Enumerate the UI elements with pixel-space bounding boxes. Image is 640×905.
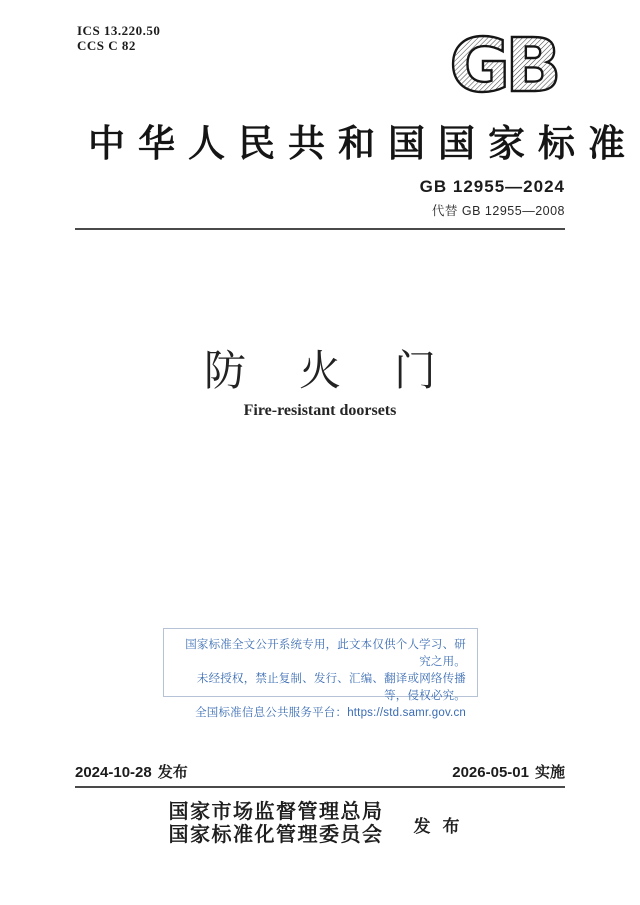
publish-label: 发布 <box>413 816 472 836</box>
standard-number: GB 12955—2024 <box>419 177 565 196</box>
gb-logo-text: GB <box>449 23 557 104</box>
notice-line-2: 未经授权，禁止复制、发行、汇编、翻译或网络传播等，侵权必究。 <box>196 673 466 702</box>
classification-codes <box>77 23 160 53</box>
national-standard-title: 中华人民共和国国家标准 <box>88 124 638 165</box>
replaces-note: 代替 GB 12955—2008 <box>431 204 565 218</box>
implementation-date-group <box>452 761 565 782</box>
issue-date: 2024-10-28 <box>75 764 152 781</box>
copyright-notice-box <box>163 628 478 719</box>
issue-date-group <box>75 761 188 782</box>
publisher-block <box>0 801 640 847</box>
notice-line-3 <box>175 705 466 722</box>
ics-code: ICS 13.220.50 <box>77 23 161 38</box>
dates-row <box>75 761 565 782</box>
ccs-code: CCS C 82 <box>77 38 136 53</box>
publisher-line-2: 国家标准化管理委员会 <box>168 824 384 846</box>
platform-url-link[interactable]: https://std.samr.gov.cn <box>347 707 466 719</box>
document-title-en: Fire-resistant doorsets <box>243 402 397 419</box>
implementation-date: 2026-05-01 <box>452 764 529 781</box>
header-rule <box>75 228 565 230</box>
publisher-line-1: 国家市场监督管理总局 <box>168 801 384 823</box>
gb-logo-icon <box>436 20 570 104</box>
publisher-names <box>169 801 384 847</box>
document-title-cn: 防火门 <box>203 347 489 394</box>
platform-label: 全国标准信息公共服务平台： <box>195 707 348 719</box>
notice-line-1: 国家标准全文公开系统专用，此文本仅供个人学习、研究之用。 <box>185 639 466 668</box>
footer-rule <box>75 786 565 788</box>
implementation-label: 实施 <box>534 764 565 781</box>
issue-label: 发布 <box>157 764 188 781</box>
